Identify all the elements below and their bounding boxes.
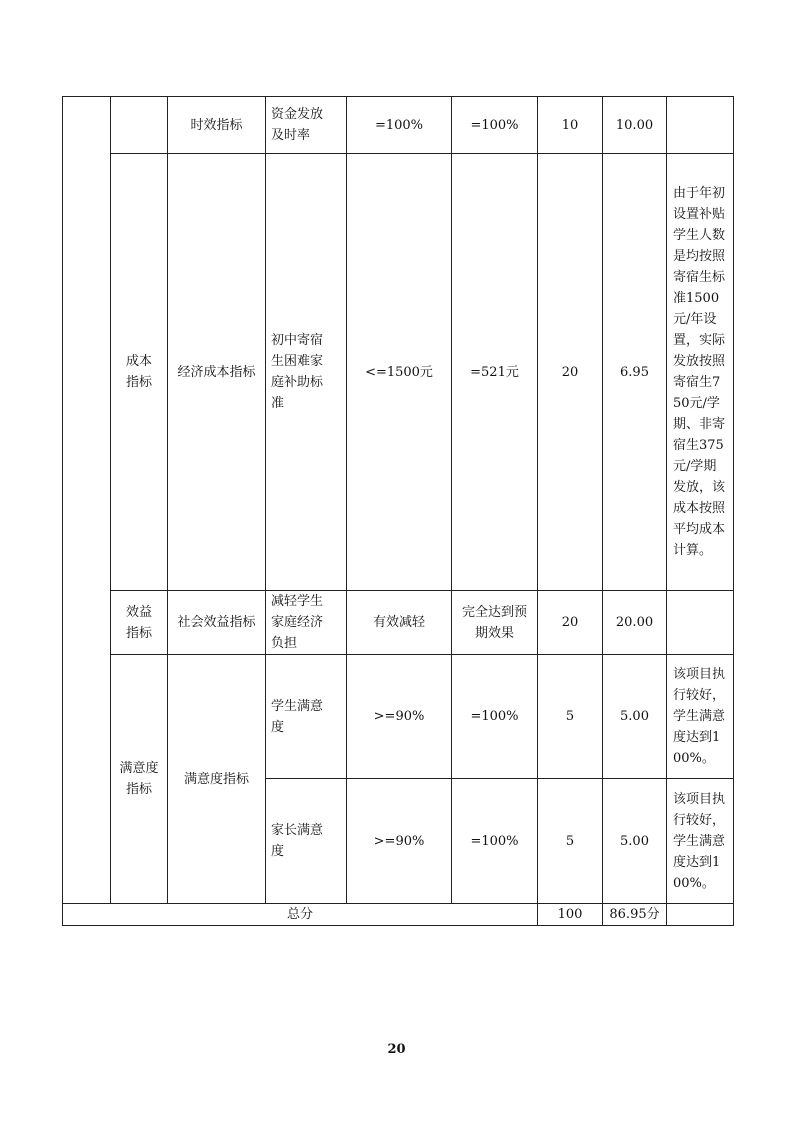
- performance-table: [62, 96, 734, 926]
- score-cell: 20.00: [603, 591, 667, 655]
- level1-text: 成本指标: [125, 354, 152, 390]
- note-text: 由于年初设置补贴学生人数是均按照寄宿生标准1500元/年设置，实际发放按照寄宿生750元/学期、非寄宿生375元/学期发放，该成本按照平均成本计算。: [673, 186, 726, 558]
- level3-text: 资金发放及时率: [271, 107, 324, 143]
- row-satisfaction-students: [63, 655, 734, 779]
- note-text: 该项目执行较好，学生满意度达到100%。: [673, 791, 726, 891]
- level1-cell: [111, 591, 168, 655]
- level3-text: 减轻学生家庭经济负担: [271, 594, 324, 651]
- row-total: [63, 904, 734, 926]
- level3-cell: [266, 655, 347, 779]
- level1-cell-empty: [111, 97, 168, 154]
- score-cell: 10.00: [603, 97, 667, 154]
- weight-cell: 5: [538, 655, 603, 779]
- level3-cell: [266, 97, 347, 154]
- weight-cell: 10: [538, 97, 603, 154]
- score-cell: 6.95: [603, 154, 667, 591]
- actual-cell: =100%: [452, 779, 538, 904]
- level3-text: 学生满意度: [271, 698, 324, 735]
- level3-text: 初中寄宿生困难家庭补助标准: [271, 333, 324, 411]
- actual-cell: =100%: [452, 655, 538, 779]
- weight-cell: 20: [538, 591, 603, 655]
- target-cell: =100%: [347, 97, 452, 154]
- row-timeliness: [63, 97, 734, 154]
- level1-text: 效益指标: [125, 604, 152, 641]
- note-cell: [667, 655, 734, 779]
- score-cell: 5.00: [603, 779, 667, 904]
- note-text: 该项目执行较好，学生满意度达到100%。: [673, 667, 726, 766]
- target-cell: 有效减轻: [347, 591, 452, 655]
- note-cell: [667, 97, 734, 154]
- note-cell: [667, 779, 734, 904]
- level2-cell: 时效指标: [168, 97, 266, 154]
- target-cell: <=1500元: [347, 154, 452, 591]
- level3-cell: [266, 779, 347, 904]
- page-number: 20: [387, 1042, 406, 1057]
- target-cell: >=90%: [347, 655, 452, 779]
- actual-text: 完全达到预期效果: [461, 604, 527, 641]
- actual-cell: =521元: [452, 154, 538, 591]
- target-cell: >=90%: [347, 779, 452, 904]
- level1-text: 满意度指标: [119, 761, 159, 797]
- level2-cell: 满意度指标: [168, 655, 266, 904]
- total-label-cell: 总分: [63, 904, 538, 926]
- note-cell: [667, 591, 734, 655]
- actual-cell: [452, 591, 538, 655]
- weight-cell: 20: [538, 154, 603, 591]
- level3-cell: [266, 591, 347, 655]
- level2-cell: 社会效益指标: [168, 591, 266, 655]
- score-cell: 5.00: [603, 655, 667, 779]
- row-cost: [63, 154, 734, 591]
- note-cell: [667, 154, 734, 591]
- total-weight-cell: 100: [538, 904, 603, 926]
- weight-cell: 5: [538, 779, 603, 904]
- level1-cell: [111, 655, 168, 904]
- level3-cell: [266, 154, 347, 591]
- total-note-cell: [667, 904, 734, 926]
- total-score-cell: 86.95分: [603, 904, 667, 926]
- category-cell: [63, 97, 111, 904]
- actual-cell: =100%: [452, 97, 538, 154]
- row-benefit: [63, 591, 734, 655]
- level1-cell: [111, 154, 168, 591]
- level3-text: 家长满意度: [271, 823, 324, 859]
- level2-cell: 经济成本指标: [168, 154, 266, 591]
